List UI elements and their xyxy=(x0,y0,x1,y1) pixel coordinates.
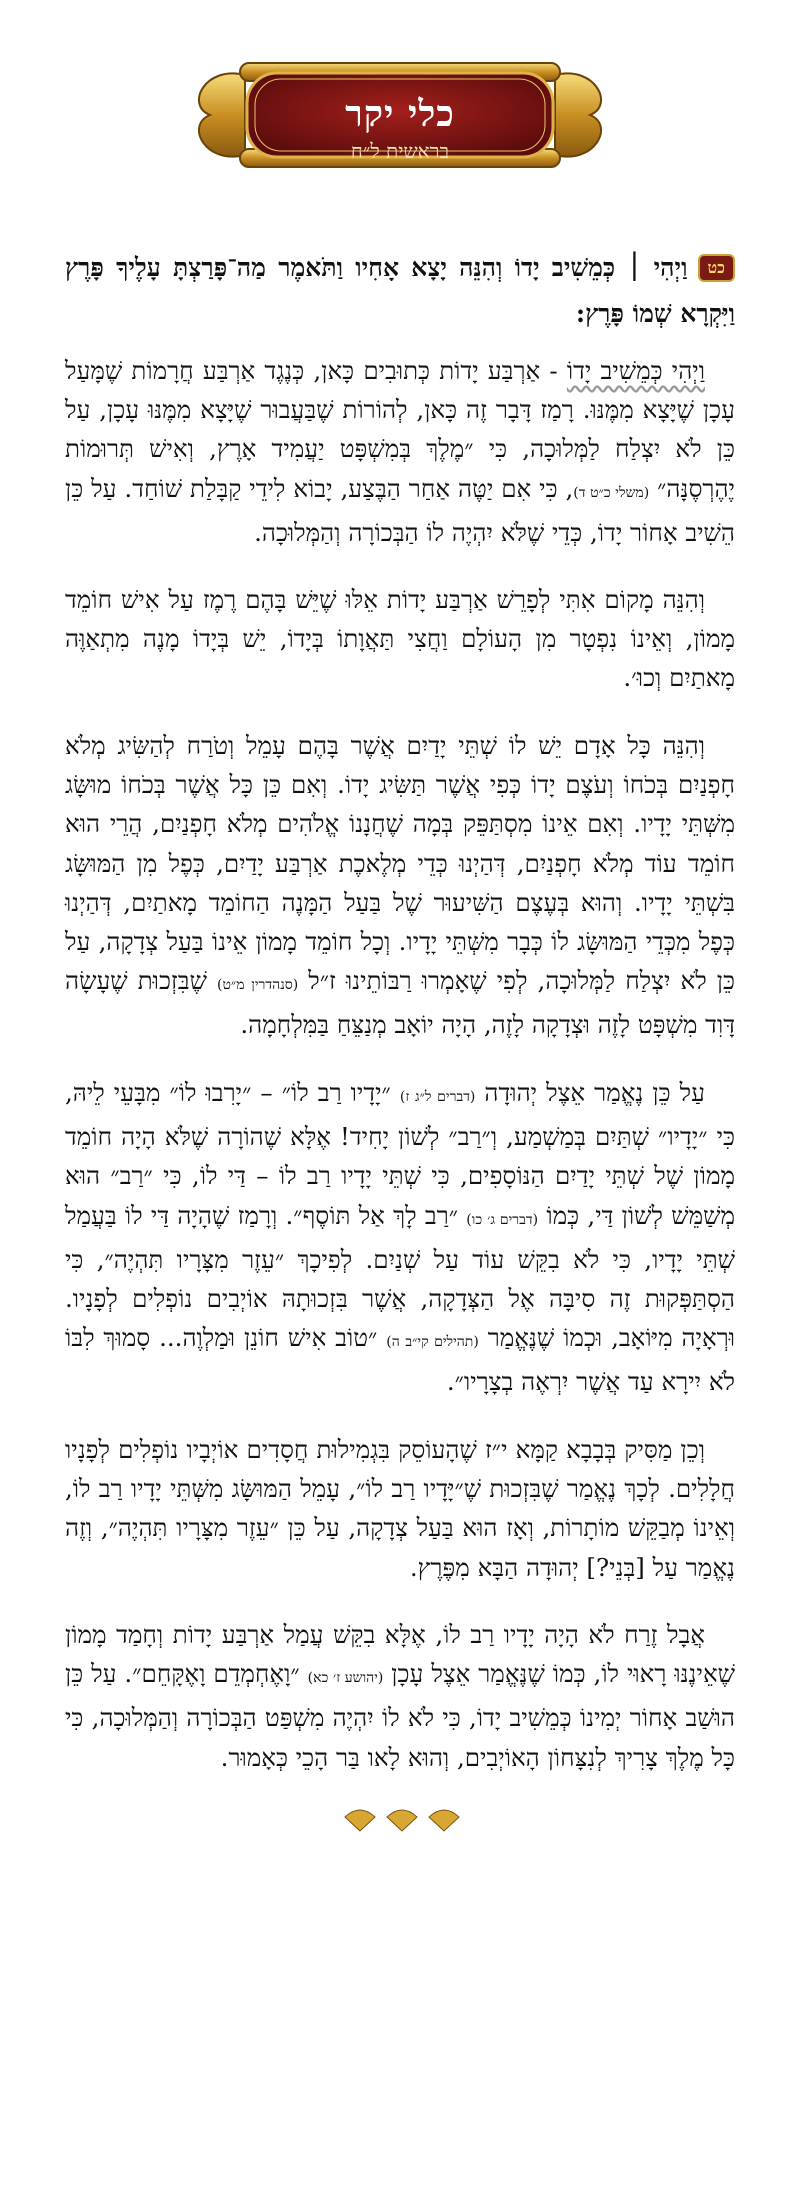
commentary-paragraph-6 xyxy=(65,1615,735,1777)
paragraph-text xyxy=(65,1615,735,1777)
title-banner xyxy=(185,55,615,175)
commentary-text: ״וָאֶחְמְדֵם וָאֶקָּחֵם״. עַל כֵּן הוּשַׁב אָחוֹר יְמִינוֹ כְּמֵשִׁיב יָדוֹ, כִּי לֹא לוֹ יִהְיֶה מִשְׁפַּט הַבְּכוֹרָה וְהַמְּלוּכָה, כִּי כָּל מֶלֶךְ צָרִיךְ לְנִצָּחוֹן הָאוֹיְבִים, וְהוּא לָאו בַּר הָכֵי כְּאָמוּר. xyxy=(65,1659,735,1772)
commentary-text: וְהִנֵּה כָּל אָדָם יֵשׁ לוֹ שְׁתֵּי יָדַיִם אֲשֶׁר בָּהֶם עָמֵל וְטֹרַח לְהַשִּׂיג מְלֹא חָפְנַיִם בְּכֹחוֹ וְעֹצֶם יָדוֹ כְּפִי אֲשֶׁר תַּשִּׂיג יָדוֹ. וְאִם כֵּן כָּל אֲשֶׁר בְּכֹחוֹ מוּשָּׂג מִשְּׁתֵּי יָדָיו. וְאִם אֵינוֹ מִסְתַּפֵּק בְּמָה שֶׁחֲנָנוֹ אֱלֹהִים מְלֹא חָפְנַיִם, הֲרֵי הוּא חוֹמֵד עוֹד מְלֹא חָפְנַיִם, דְּהַיְנוּ כְּדֵי מְלֶאכֶת אַרְבַּע יָדַיִם, כְּפֶל מִן הַמּוּשָּׂג בִּשְׁתֵּי יָדָיו. וְהוּא בְּעֶצֶם הַשִּׁיעוּר שֶׁל בַּעַל הַמָּנֶה הַחוֹמֵד מָאתַיִם, דְּהַיְנוּ כְּפֶל מִכְּדֵי הַמּוּשָּׂג לוֹ כְּבָר מִשְּׁתֵּי יָדָיו. וְכָל חוֹמֵד מָמוֹן אֵינוֹ בַּעַל צְדָקָה, עַל כֵּן לֹא יִצְלַח לַמְּלוּכָה, לְפִי שֶׁאָמְרוּ רַבּוֹתֵינוּ ז״ל xyxy=(65,731,735,996)
commentary-paragraph-4 xyxy=(65,1073,735,1402)
source-citation: (משלי כ״ט ד) xyxy=(573,484,650,501)
paragraph-text xyxy=(65,351,735,552)
source-citation: (דברים ל״ג ז) xyxy=(399,1089,476,1105)
commentary-paragraph-5 xyxy=(65,1430,735,1587)
verse-number-badge: כט xyxy=(698,254,735,282)
verse-block xyxy=(65,245,735,337)
commentary-text: וְהִנֵּה מָקוֹם אִתִּי לְפָרֵשׁ אַרְבַּע יָדוֹת אֵלּוּ שֶׁיֵּשׁ בָּהֶם רֶמֶז עַל אִישׁ חוֹמֵד מָמוֹן, וְאֵינוֹ נִפְטָר מִן הָעוֹלָם וַחֲצִי תַּאֲוָתוֹ בְּיָדוֹ, יֵשׁ בְּיָדוֹ מָנֶה מִתְאַוֶּה מָאתַיִם וְכוּ׳. xyxy=(65,585,735,693)
shell-ornament xyxy=(340,1805,465,1835)
commentary-text: עַל כֵּן נֶאֱמַר אֵצֶל יְהוּדָה xyxy=(475,1078,706,1107)
commentary-text: אֲבָל זֶרַח לֹא הָיָה יָדָיו רַב לוֹ, אֶלָּא בִקֵּשׁ עֲמַל אַרְבַּע יָדוֹת וְחָמַד מָמוֹן שֶׁאֵינֶנּוּ רָאוּי לוֹ, כְּמוֹ שֶׁנֶּאֱמַר אֵצֶל עָכָן xyxy=(65,1620,735,1689)
source-citation: (דברים ג׳ כו) xyxy=(466,1211,539,1228)
commentary-text: שֶׁבִּזְכוּת שֶׁעָשָׂה דָּוִד מִשְׁפָּט לָזֶה וּצְדָקָה לָזֶה, הָיָה יוֹאָב מְנַצֵּחַ בַּמִּלְחָמָה. xyxy=(65,966,735,1040)
source-citation: (סנהדרין מ״ט) xyxy=(217,977,299,994)
commentary-lead-words: וַיְהִי כְּמֵשִׁיב יָדוֹ xyxy=(566,356,706,385)
page-subtitle: בראשית ל״ח xyxy=(350,139,450,163)
source-citation: (יהושע ז׳ כא) xyxy=(307,1670,384,1687)
commentary-text: ״יָדָיו רַב לוֹ״ – ״יָרִבוּ לוֹ״ מִבָּעֵי לֵיהּ, כִּי ״יָדָיו״ שְׁתַּיִם בְּמַשְׁמַע, וְ״רַב״ לְשׁוֹן יָחִיד! אֶלָּא שֶׁהוֹרָה שֶׁלֹּא הָיָה חוֹמֵד מָמוֹן שֶׁל שְׁתֵּי יָדַיִם הַנּוֹסָפִים, כִּי שְׁתֵּי יָדָיו רַב לוֹ – דַּי לוֹ, כִּי ״רַב״ הוּא מְשַׁמֵּשׁ לְשׁוֹן דַּי, כְּמוֹ xyxy=(65,1078,735,1230)
commentary-text: וְכֵן מַסִּיק בְּבָבָא קַמָּא י״ז שֶׁהָעוֹסֵק בִּגְמִילוּת חֲסָדִים אוֹיְבָיו נוֹפְלִים לְפָנָיו חֲלָלִים. לְכָךְ נֶאֱמַר שֶׁבִּזְכוּת שֶׁ״יָּדָיו רַב לוֹ״, עָמֵל הַמּוּשָּׂג מִשְּׁתֵּי יָדָיו רַב לוֹ, וְאֵינוֹ מְבַקֵּשׁ מוֹתָרוֹת, וְאָז הוּא בַּעַל צְדָקָה, עַל כֵּן ״עֵזֶר מִצָּרָיו תִּהְיֶה״, וְזֶה נֶאֱמַר עַל [בְּנֵי?] יְהוּדָה הַבָּא מִפֶּרֶץ. xyxy=(65,1435,735,1582)
commentary-text: , כִּי אִם יַטֶּה אַחַר הַבֶּצַע, יָבוֹא לִידֵי קַבָּלַת שׁוֹחַד. עַל כֵּן הֵשִׁיב אָחוֹר יָדוֹ, כְּדֵי שֶׁלֹּא יִהְיֶה לוֹ הַבְּכוֹרָה וְהַמְּלוּכָה. xyxy=(65,473,735,547)
paragraph-text xyxy=(65,1430,735,1587)
commentary-text: ״טוֹב אִישׁ חוֹנֵן וּמַלְוֶה... סָמוּךְ לִבּוֹ לֹא יִירָא עַד אֲשֶׁר יִרְאֶה בְצָרָיו״. xyxy=(65,1323,735,1397)
shell-icon xyxy=(345,1810,459,1831)
page-title: כלי יקר xyxy=(345,93,455,135)
paragraph-text xyxy=(65,1073,735,1402)
commentary-text: - אַרְבַּע יָדוֹת כְּתוּבִים כָּאן, כְּנֶגֶד אַרְבַּע חֲרָמוֹת שֶׁמָּעַל עָכָן שֶׁיָּצָא מִמֶּנּוּ. רָמַז דָּבָר זֶה כָּאן, לְהוֹרוֹת שֶׁבַּעֲבוּר שֶׁיָּצָא מִמֶּנּוּ עָכָן, עַל כֵּן לֹא יִצְלַח לַמְּלוּכָה, כִּי ״מֶלֶךְ בְּמִשְׁפָּט יַעֲמִיד אָרֶץ, וְאִישׁ תְּרוּמוֹת יֶהֶרְסֶנָּה״ xyxy=(65,356,735,503)
verse-text: וַיְהִי ׀ כְּמֵשִׁיב יָדוֹ וְהִנֵּה יָצָא אָחִיו וַתֹּאמֶר מַה־פָּרַצְתָּ עָלֶיךָ פָּרֶץ וַיִּקְרָא שְׁמוֹ פָּרֶץ: xyxy=(65,253,735,328)
commentary-paragraph-1 xyxy=(65,351,735,552)
paragraph-text xyxy=(65,580,735,698)
commentary-paragraph-2 xyxy=(65,580,735,698)
paragraph-text xyxy=(65,726,735,1045)
commentary-paragraph-3 xyxy=(65,726,735,1045)
commentary-text: ״רַב לָךְ אַל תּוֹסֶף״. וְרָמַז שֶׁהָיָה דַּי לוֹ בַּעֲמַל שְׁתֵּי יָדָיו, כִּי לֹא בִקֵּשׁ עוֹד עַל שְׁנַיִם. לְפִיכָךְ ״עֵזֶר מִצָּרָיו תִּהְיֶה״, כִּי הַסְתַּפְּקוּת זֶה סִיבָּה אֶל הַצְּדָקָה, אֲשֶׁר בִּזְכוּתָהּ אוֹיְבִים נוֹפְלִים לְפָנָיו. וּרְאָיָה מִיּוֹאָב, וּכְמוֹ שֶׁנֶּאֱמַר xyxy=(65,1200,736,1353)
source-citation: (תהילים קי״ב ה) xyxy=(386,1334,479,1351)
